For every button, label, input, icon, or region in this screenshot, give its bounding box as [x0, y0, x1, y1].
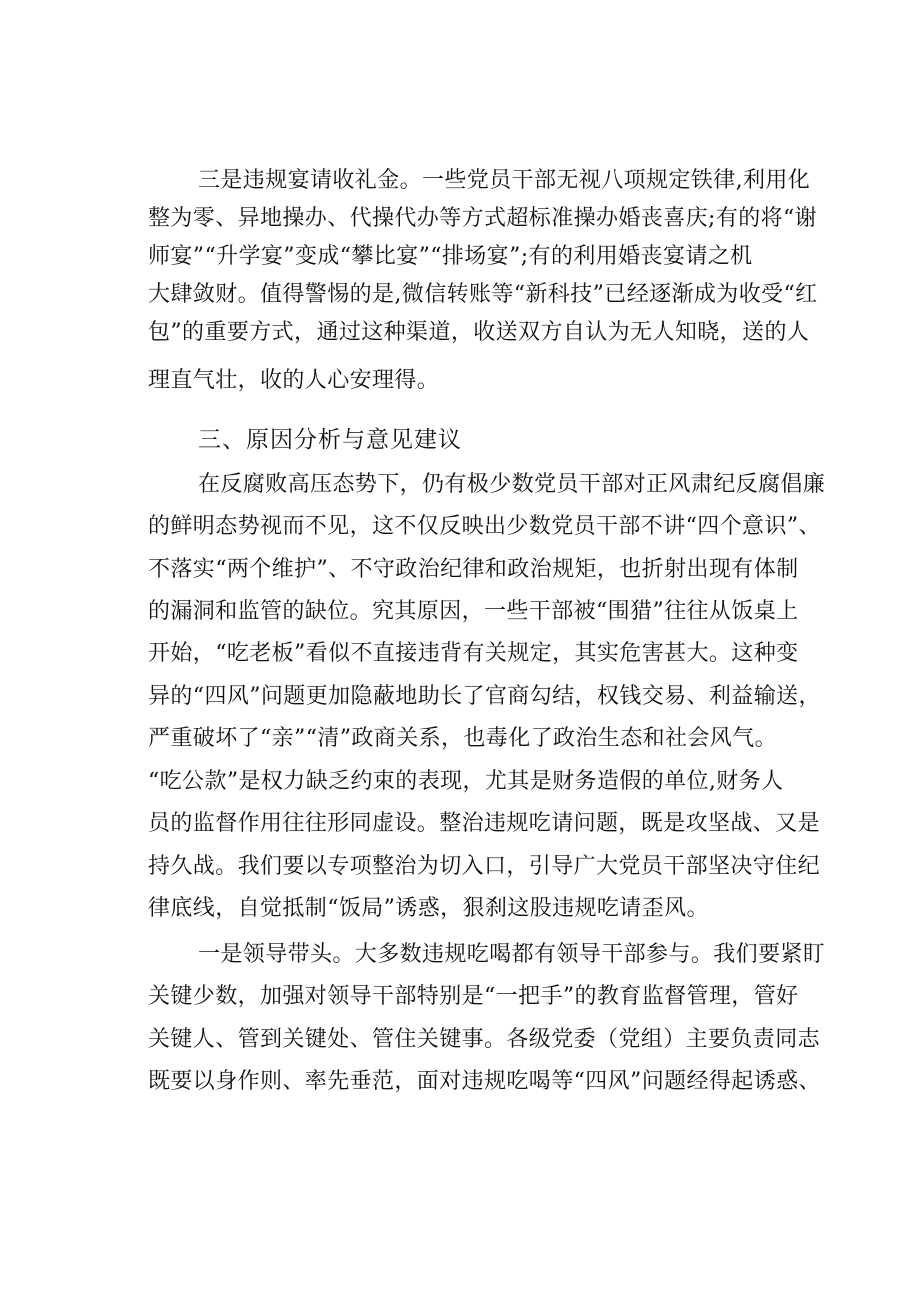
paragraph-line: 包”的重要方式，通过这种渠道，收送双方自认为无人知晓，送的人: [148, 320, 810, 345]
paragraph-line: 一是领导带头。大多数违规吃喝都有领导干部参与。我们要紧盯: [198, 942, 826, 967]
paragraph-line: 关键少数，加强对领导干部特别是“一把手”的教育监督管理，管好: [148, 984, 799, 1009]
paragraph-line: 既要以身作则、率先垂范，面对违规吃喝等“四风”问题经得起诱惑、: [148, 1069, 821, 1094]
paragraph-line: 开始，“吃老板”看似不直接违背有关规定，其实危害甚大。这种变: [148, 641, 799, 666]
paragraph-line: 理直气壮，收的人心安理得。: [148, 368, 440, 393]
paragraph-line: 不落实“两个维护”、不守政治纪律和政治规矩，也折射出现有体制: [148, 557, 799, 582]
section-heading: 三、原因分析与意见建议: [198, 427, 462, 453]
paragraph-line: “吃公款”是权力缺乏约束的表现，尤其是财务造假的单位,财务人: [148, 769, 784, 794]
paragraph-line: 员的监督作用往往形同虚设。整治违规吃请问题，既是攻坚战、又是: [148, 811, 821, 836]
paragraph-line: 三是违规宴请收礼金。一些党员干部无视八项规定铁律,利用化: [198, 168, 811, 193]
paragraph-line: 师宴”“升学宴”变成“攀比宴”“排场宴”;有的利用婚丧宴请之机: [148, 244, 753, 269]
paragraph-line: 关键人、管到关键处、管住关键事。各级党委（党组）主要负责同志: [148, 1027, 821, 1052]
paragraph-line: 律底线，自觉抵制“饭局”诱惑，狠刹这股违规吃请歪风。: [148, 896, 709, 921]
paragraph-line: 在反腐败高压态势下，仍有极少数党员干部对正风肃纪反腐倡廉: [198, 472, 826, 497]
paragraph-line: 的漏洞和监管的缺位。究其原因，一些干部被“围猎”往往从饭桌上: [148, 599, 799, 624]
paragraph-line: 异的“四风”问题更加隐蔽地助长了官商勾结，权钱交易、利益输送，: [148, 684, 821, 709]
paragraph-line: 整为零、异地操办、代操代办等方式超标准操办婚丧喜庆;有的将“谢: [148, 206, 818, 231]
paragraph-line: 的鲜明态势视而不见，这不仅反映出少数党员干部不讲“四个意识”、: [148, 514, 821, 539]
paragraph-line: 严重破坏了“亲”“清”政商关系，也毒化了政治生态和社会风气。: [148, 726, 777, 751]
paragraph-line: 持久战。我们要以专项整治为切入口，引导广大党员干部坚决守住纪: [148, 854, 821, 879]
paragraph-line: 大肆敛财。值得警惕的是,微信转账等“新科技”已经逐渐成为收受“红: [148, 282, 818, 307]
